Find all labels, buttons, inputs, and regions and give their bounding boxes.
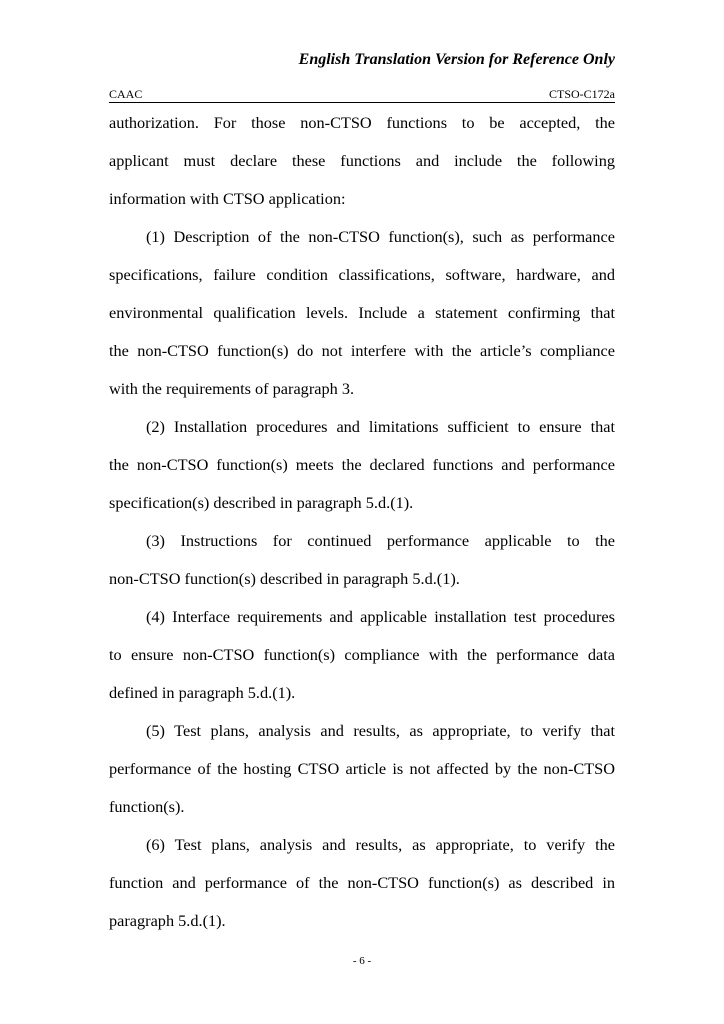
text-line: (5) Test plans, analysis and results, as appropriate, to verify that xyxy=(146,721,615,740)
text-line: the non-CTSO function(s) meets the declared functions and performance xyxy=(109,455,615,474)
document-banner-title: English Translation Version for Reference Only xyxy=(298,51,615,68)
header-rule xyxy=(109,102,615,103)
text-line: (1) Description of the non-CTSO function(s), such as performance xyxy=(146,227,615,246)
text-line: (3) Instructions for continued performance applicable to the xyxy=(146,531,615,550)
text-line: function(s). xyxy=(109,797,185,816)
text-line: the non-CTSO function(s) do not interfere with the article’s compliance xyxy=(109,341,615,360)
text-line: non-CTSO function(s) described in paragraph 5.d.(1). xyxy=(109,569,460,588)
document-body xyxy=(109,113,615,949)
text-line: to ensure non-CTSO function(s) compliance with the performance data xyxy=(109,645,615,664)
text-line: specification(s) described in paragraph 5.d.(1). xyxy=(109,493,414,512)
header-doc-id: CTSO-C172a xyxy=(549,87,615,101)
text-line: authorization. For those non-CTSO functions to be accepted, the xyxy=(109,113,615,132)
text-line: function and performance of the non-CTSO function(s) as described in xyxy=(109,873,615,892)
text-line: performance of the hosting CTSO article is not affected by the non-CTSO xyxy=(109,759,615,778)
text-line: paragraph 5.d.(1). xyxy=(109,911,226,930)
text-line: (4) Interface requirements and applicable installation test procedures xyxy=(146,607,615,626)
text-line: (6) Test plans, analysis and results, as appropriate, to verify the xyxy=(146,835,615,854)
text-line: environmental qualification levels. Include a statement confirming that xyxy=(109,303,615,322)
text-line: information with CTSO application: xyxy=(109,189,346,208)
text-line: applicant must declare these functions and include the following xyxy=(109,151,615,170)
text-line: specifications, failure condition classifications, software, hardware, and xyxy=(109,265,615,284)
text-line: defined in paragraph 5.d.(1). xyxy=(109,683,296,702)
running-header xyxy=(109,87,615,102)
text-line: (2) Installation procedures and limitations sufficient to ensure that xyxy=(146,417,615,436)
header-org: CAAC xyxy=(109,87,143,101)
page-number: - 6 - xyxy=(352,955,372,967)
text-line: with the requirements of paragraph 3. xyxy=(109,379,355,398)
